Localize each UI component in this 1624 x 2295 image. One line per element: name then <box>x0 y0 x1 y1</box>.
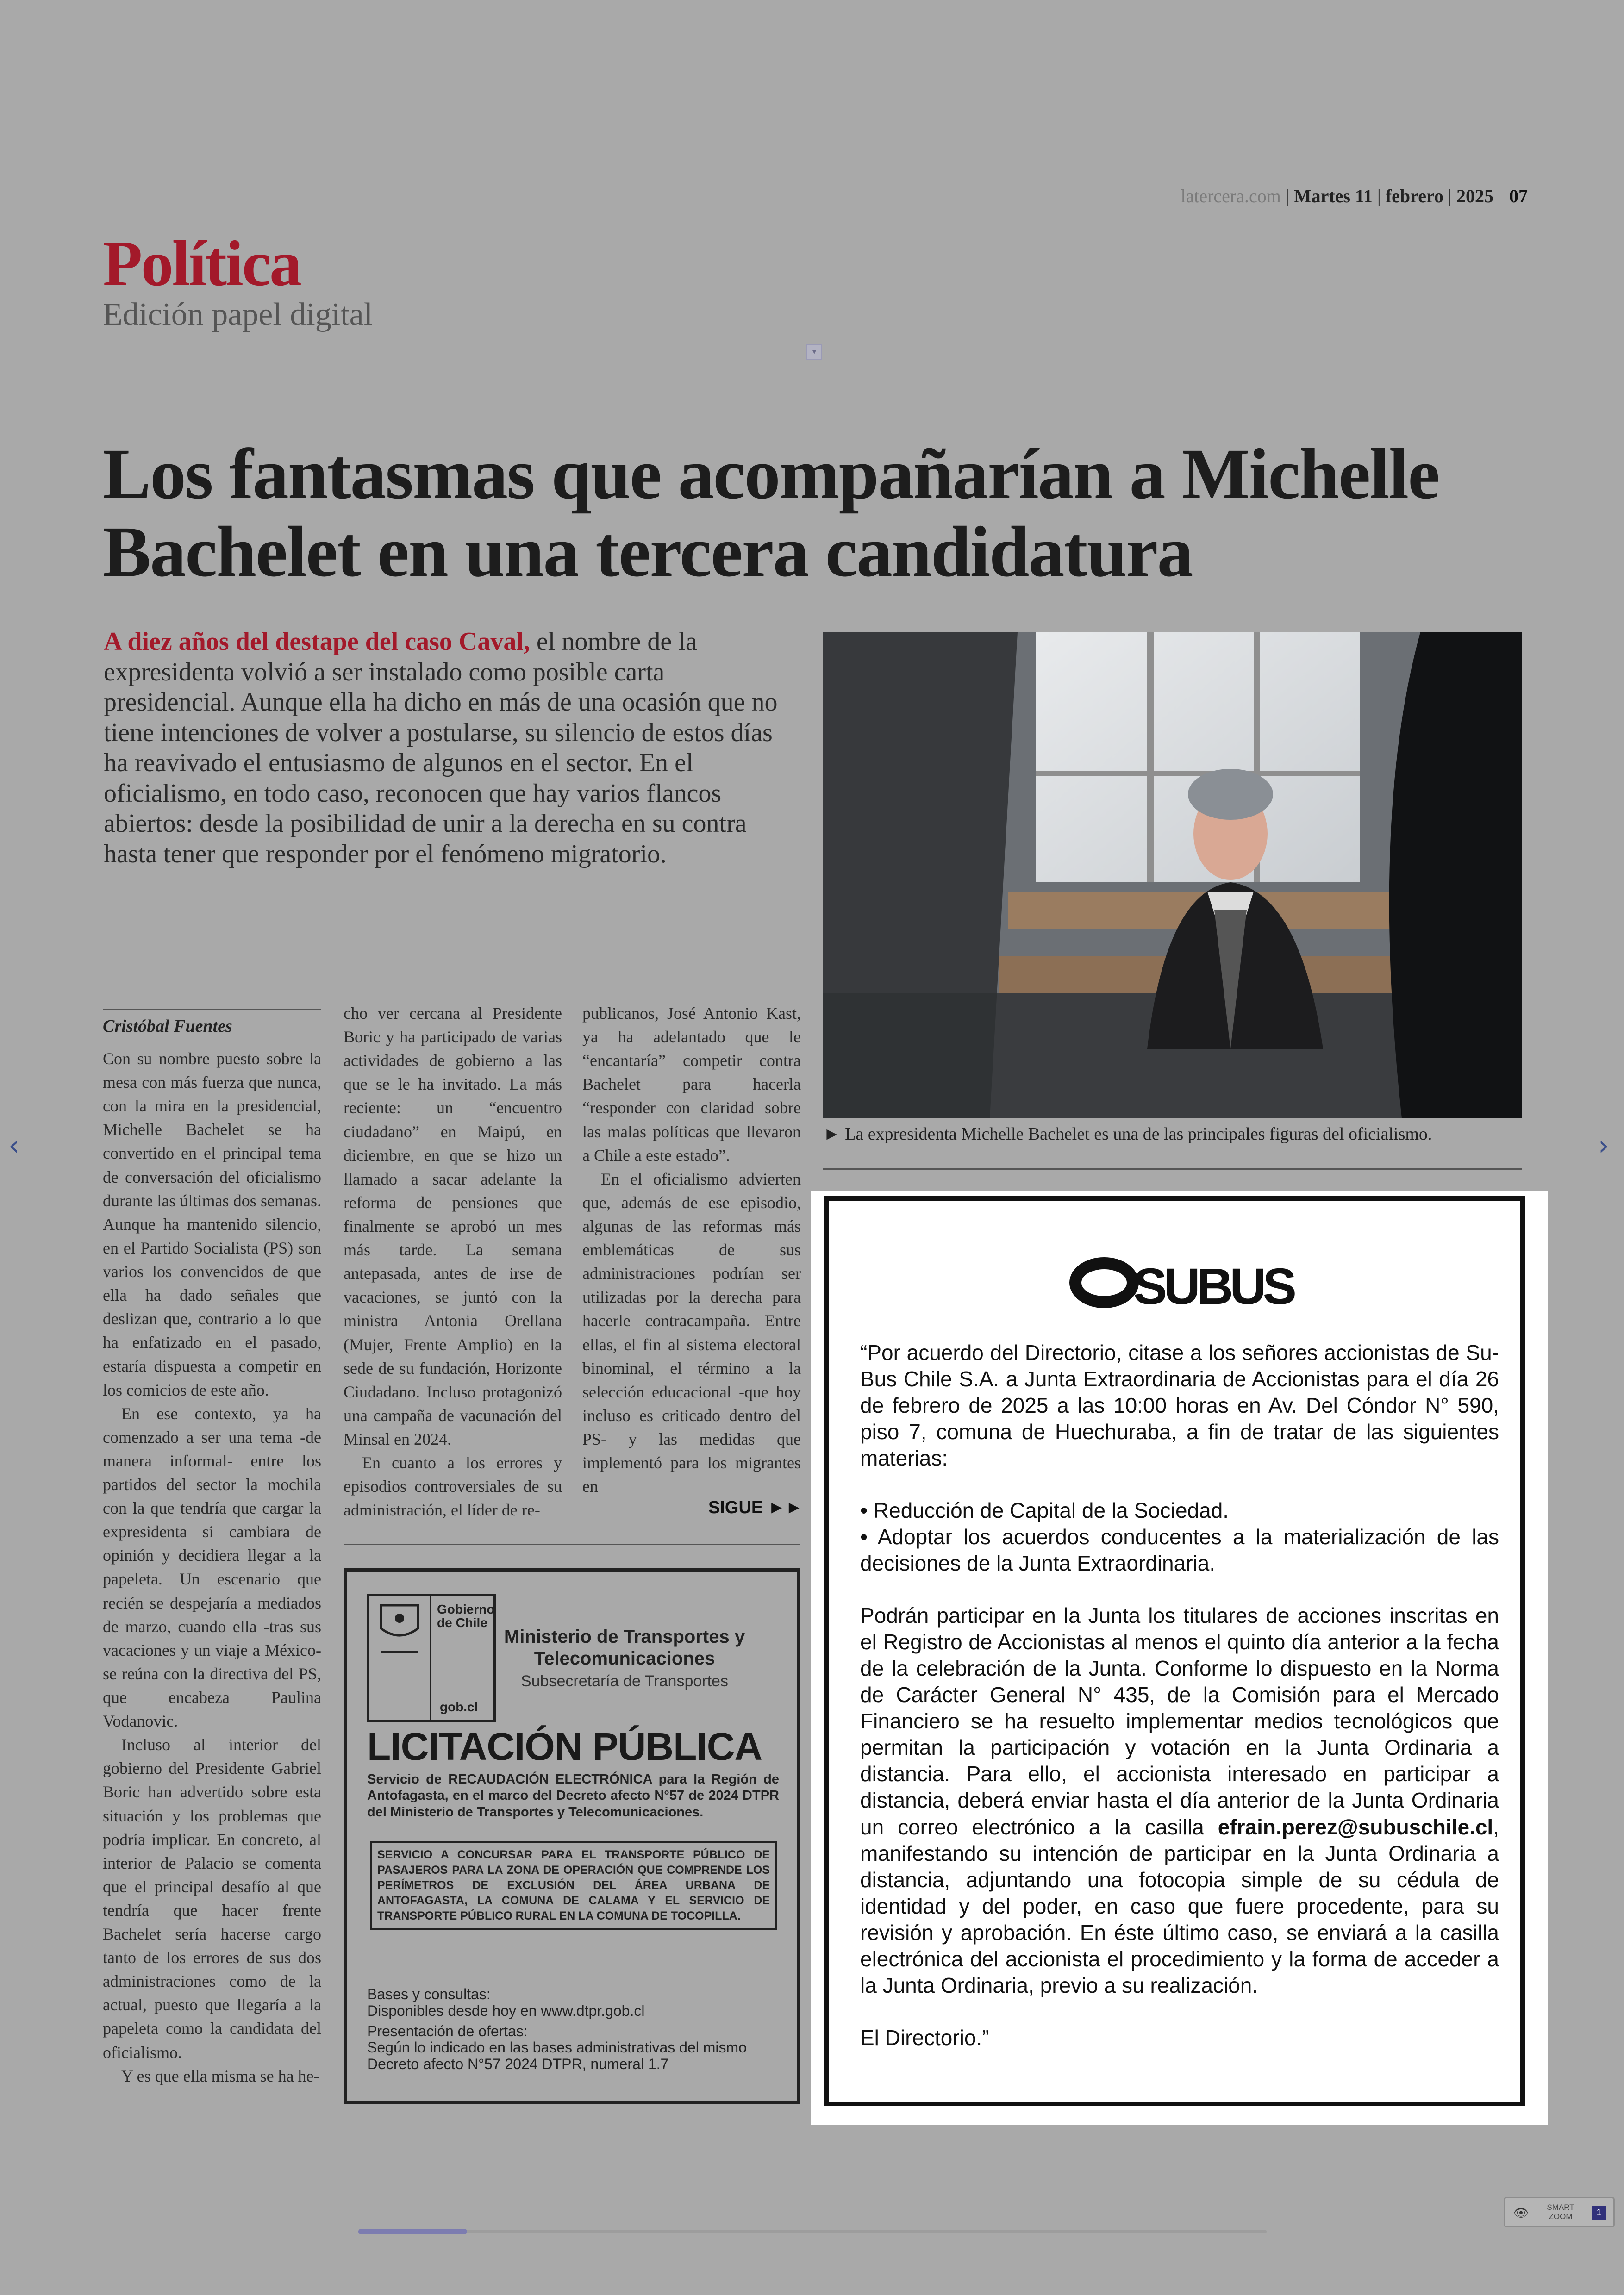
ministerio-ad[interactable] <box>344 1568 800 2104</box>
gobierno-line-1: Gobierno <box>437 1602 495 1616</box>
article-column-1 <box>103 1047 321 2088</box>
page-number: 07 <box>1509 186 1528 206</box>
ministry-name: Ministerio de Transportes y Telecomunicaciones <box>504 1627 745 1669</box>
eye-icon: 👁 <box>1513 2206 1529 2220</box>
notice-signature: El Directorio.” <box>860 2025 989 2050</box>
lead-text: el nombre de la expresidenta volvió a ser instalado como posible carta presidencial. Aunque ella ha dicho en más de una ocasión que no tiene intenciones de volver a postularse, su silencio de estos días ha reavivado el entusiasmo de algunos en el sector. En el oficialismo, en todo caso, reconocen que hay varios flancos abiertos: desde la posibilidad de unir a la derecha en su contra hasta tener que responder por el fenómeno migratorio. <box>104 627 778 868</box>
article-lead <box>104 627 789 869</box>
byline: Cristóbal Fuentes <box>103 1009 321 1036</box>
shield-icon <box>369 1596 430 1721</box>
bullet-item: • Reducción de Capital de la Sociedad. <box>860 1498 1229 1523</box>
section-title: Política <box>103 228 300 299</box>
zoom-badge: 1 <box>1592 2206 1606 2220</box>
paragraph: cho ver cercana al Presidente Boric y ha participado de varias actividades de gobierno a las que se le ha invitado. La más reciente: un “encuentro ciudadano” en Maipú, en diciembre, en que se hizo un llamado a sacar adelante la reforma de pensiones que finalmente se aprobó un mes más tarde. La semana antepasada, antes de irse de vacaciones, se juntó con la ministra Antonia Orellana (Mujer, Frente Amplio) en la sede de su fundación, Horizonte Ciudadano. Incluso protagonizó una campaña de vacunación del Minsal en 2024. <box>344 1004 562 1448</box>
prev-page-icon[interactable]: ‹ <box>8 1129 19 1162</box>
smart-zoom-button[interactable] <box>1504 2197 1615 2227</box>
bookmark-marker-icon[interactable]: ▾ <box>806 344 822 360</box>
service-scope-box: SERVICIO A CONCURSAR PARA EL TRANSPORTE PÚBLICO DE PASAJEROS PARA LA ZONA DE OPERACIÓN QUE COMPRENDE LOS PERÍMETROS DE EXCLUSIÓN DEL ÁREA URBANA DE ANTOFAGASTA, LA COMUNA DE CALAMA Y EL SERVICIO DE TRANSPORTE PÚBLICO RURAL EN LA COMUNA DE TOCOPILLA. <box>370 1841 777 1930</box>
licitacion-title: LICITACIÓN PÚBLICA <box>367 1725 762 1768</box>
dateline <box>1111 185 1528 207</box>
paragraph: publicanos, José Antonio Kast, ya ha adelantado que le “encantaría” competir contra Bachelet para hacerla “responder con claridad sobre las malas políticas que llevaron a Chile a este estado”. <box>582 1004 801 1165</box>
date-day: Martes 11 <box>1293 186 1373 206</box>
separator: | <box>1280 186 1294 206</box>
ofertas-value: Según lo indicado en las bases administrativas del mismo Decreto afecto N°57 2024 DTPR, numeral 1.7 <box>367 2039 747 2073</box>
gobierno-logo <box>367 1594 496 1722</box>
gobierno-line-2: de Chile <box>437 1615 487 1630</box>
next-page-icon[interactable]: › <box>1598 1129 1609 1162</box>
notice-paragraph <box>860 1603 1499 1998</box>
column-divider <box>344 1544 800 1545</box>
page-scrollbar[interactable] <box>358 2230 1267 2233</box>
separator: | <box>1372 186 1386 206</box>
date-year: 2025 <box>1456 186 1493 206</box>
paragraph: Y es que ella misma se ha he- <box>121 2066 319 2085</box>
continue-label: SIGUE ►► <box>708 1498 803 1517</box>
bullet-item: • Adoptar los acuerdos conducentes a la materialización de las decisiones de la Junta Extraordinaria. <box>860 1525 1499 1576</box>
subus-notice <box>860 1340 1499 2077</box>
caption-divider <box>823 1168 1522 1170</box>
notice-bullets <box>860 1497 1499 1577</box>
paragraph: Incluso al interior del gobierno del Presidente Gabriel Boric han advertido sobre esta situación y los problemas que podría implicar. En concreto, al interior de Palacio se comenta que el principal desafío al que tendría que hacer frente Bachelet sería hacerse cargo tanto de los errores de sus dos administraciones como de la actual, puesto que llegaría a la papeleta como la candidata del oficialismo. <box>103 1735 321 2062</box>
bases-value: Disponibles desde hoy en www.dtpr.gob.cl <box>367 2002 645 2019</box>
article-column-3 <box>582 1002 801 1498</box>
subus-ad[interactable] <box>811 1191 1548 2125</box>
edition-subtitle: Edición papel digital <box>103 297 373 332</box>
bases-label: Bases y consultas: <box>367 1986 491 2002</box>
paragraph: Con su nombre puesto sobre la mesa con más fuerza que nunca, con la mira en la presidencial, Michelle Bachelet se ha convertido en el principal tema de conversación del oficialismo durante las últimas dos semanas. Aunque ha mantenido silencio, en el Partido Socialista (PS) son varios los convencidos de que ella ha dado señales que deslizan que, contrario a lo que ha enfatizado en el pasado, estaría dispuesta a competir en los comicios de este año. <box>103 1049 321 1399</box>
article-photo[interactable] <box>823 632 1522 1118</box>
paragraph: En el oficialismo advierten que, además de ese episodio, algunas de las reformas más emblemáticas de sus administraciones podrían ser utilizadas por la derecha para hacerle contracampaña. Entre ellas, el fin al sistema electoral binominal, el término a la selección educacional -que hoy incluso es criticado dentro del PS- y las medidas que implementó para los migrantes en <box>582 1169 801 1496</box>
coat-of-arms-icon <box>369 1596 431 1720</box>
scrollbar-thumb[interactable] <box>358 2229 467 2234</box>
photo-caption: ► La expresidenta Michelle Bachelet es una de las principales figuras del oficialismo. <box>823 1124 1432 1144</box>
subsecretaria: Subsecretaría de Transportes <box>521 1672 728 1690</box>
gobierno-text <box>437 1603 494 1630</box>
subus-ad-frame <box>824 1196 1525 2106</box>
subus-ring-icon <box>1069 1257 1139 1308</box>
lead-kicker: A diez años del destape del caso Caval, <box>104 627 530 656</box>
date-month: febrero <box>1385 186 1443 206</box>
service-description: Servicio de RECAUDACIÓN ELECTRÓNICA para la Región de Antofagasta, en el marco del Decreto afecto N°57 de 2024 DTPR del Ministerio de Transportes y Telecomunicaciones. <box>367 1772 779 1820</box>
site-name: latercera.com <box>1181 186 1281 206</box>
notice-email[interactable]: efrain.perez@subuschile.cl <box>1218 1815 1493 1839</box>
article-column-2 <box>344 1002 562 1522</box>
notice-paragraph: “Por acuerdo del Directorio, citase a los señores accionistas de Su-Bus Chile S.A. a Junta Extraordinaria de Accionistas para el día 26 de febrero de 2025 a las 10:00 horas en Av. Del Cóndor N° 590, piso 7, comuna de Huechuraba, a fin de tratar de las siguientes materias: <box>860 1341 1499 1471</box>
separator: | <box>1443 186 1456 206</box>
subus-wordmark: SUBUS <box>1133 1258 1293 1315</box>
bases-info <box>367 1986 784 2073</box>
gobcl-label: gob.cl <box>440 1700 478 1714</box>
notice-text: , manifestando su intención de participar en la Junta Ordinaria a distancia, adjuntando una fotocopia simple de su cédula de identidad y del poder, en caso que fuere procedente, para su revisión y aprobación. En éste último caso, se enviará a la casilla electrónica del accionista el procedimiento y la forma de acceder a la Junta Ordinaria, previo a su realización. <box>860 1815 1499 1997</box>
ofertas-label: Presentación de ofertas: <box>367 2022 528 2039</box>
paragraph: En cuanto a los errores y episodios controversiales de su administración, el líder de re- <box>344 1453 562 1520</box>
photo-illustration <box>823 632 1522 1118</box>
paragraph: En ese contexto, ya ha comenzado a ser una tema -de manera informal- entre los partidos del sector la mochila con la que tendría que cargar la expresidenta si cambiara de opinión y decidiera llegar a la papeleta. Un escenario que recién se despejaría a mediados de marzo, cuando ella -tras sus vacaciones y un viaje a México- se reúna con la directiva del PS, que encabeza Paulina Vodanovic. <box>103 1404 321 1731</box>
smart-zoom-label: SMART ZOOM <box>1547 2203 1574 2221</box>
subus-logo <box>1069 1252 1293 1315</box>
notice-text: Podrán participar en la Junta los titulares de acciones inscritas en el Registro de Accionistas al menos el quinto día anterior a la fecha de la celebración de la Junta. Conforme lo dispuesto en la Norma de Carácter General N° 435, de la Comisión para el Mercado Financiero se ha resuelto implementar medios tecnológicos que permitan la participación y votación en la Junta Ordinaria a distancia. Para ello, el accionista interesado en participar a distancia, deberá enviar hasta el día anterior de la Junta Ordinaria un correo electrónico a la casilla <box>860 1603 1499 1839</box>
article-headline: Los fantasmas que acompañarían a Michelle Bachelet en una tercera candidatura <box>103 434 1439 592</box>
